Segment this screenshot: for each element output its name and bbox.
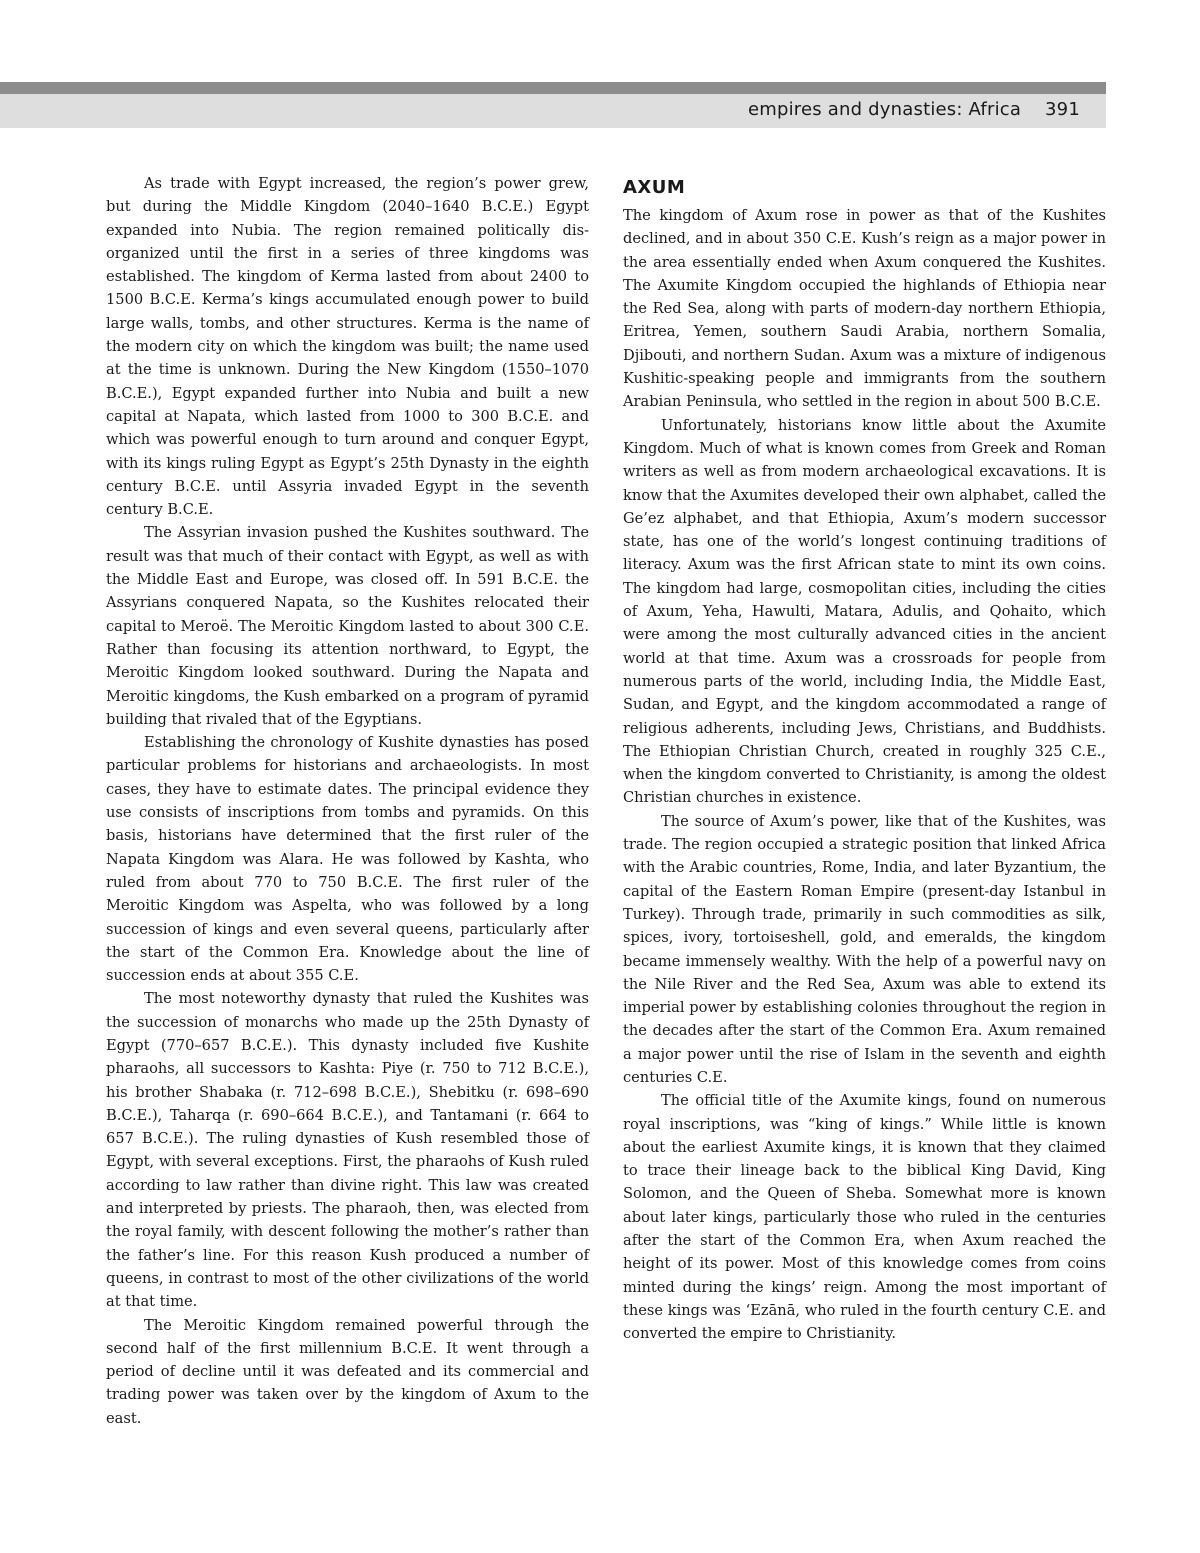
running-head <box>748 99 1080 120</box>
paragraph: Unfortunately, historians know little about the Axumite Kingdom. Much of what is known comes from Greek and Roman writers as well as from modern archaeological excavations. It is know that the Axumites developed their own alphabet, called the Ge’ez alphabet, and that Ethiopia, Axum’s modern successor state, has one of the world’s longest continuing traditions of literacy. Axum was the first African state to mint its own coins. The kingdom had large, cosmopolitan cities, including the cities of Axum, Yeha, Hawulti, Matara, Adulis, and Qohaito, which were among the most culturally advanced cities in the ancient world at that time. Axum was a crossroads for people from numerous parts of the world, including India, the Middle East, Sudan, and Egypt, and the kingdom accommodated a range of religious adherents, including Jews, Christians, and Buddhists. The Ethiopian Christian Church, created in roughly 325 C.E., when the kingdom converted to Christianity, is among the oldest Christian churches in existence. <box>623 416 1106 807</box>
right-column <box>623 176 1106 1346</box>
paragraph: The kingdom of Axum rose in power as that of the Kushites declined, and in about 350 C.E. Kush’s reign as a major power in the area essentially ended when Axum conquered the Kushites. The Axumite Kingdom occupied the highlands of Ethiopia near the Red Sea, along with parts of modern-day northern Ethiopia, Eritrea, Yemen, southern Saudi Arabia, northern Somalia, Djibouti, and northern Sudan. Axum was a mixture of indigenous Kushitic-speaking people and immigrants from the southern Arabian Peninsula, who settled in the region in about 500 B.C.E. <box>623 207 1106 411</box>
page-number: 391 <box>1045 99 1080 120</box>
paragraph: The Assyrian invasion pushed the Kushites southward. The result was that much of their contact with Egypt, as well as with the Middle East and Europe, was closed off. In 591 B.C.E. the Assyrians conquered Napata, so the Kushites relocated their capital to Meroë. The Meroitic Kingdom lasted to about 300 C.E. Rather than focusing its attention northward, to Egypt, the Meroitic Kingdom looked southward. During the Napata and Meroitic kingdoms, the Kush embarked on a program of pyramid building that rivaled that of the Egyptians. <box>106 524 589 728</box>
paragraph: The most noteworthy dynasty that ruled the Kushites was the succession of monarchs who made up the 25th Dynasty of Egypt (770–657 B.C.E.). This dynasty included five Kushite pharaohs, all successors to Kashta: Piye (r. 750 to 712 B.C.E.), his brother Shabaka (r. 712–698 B.C.E.), Shebitku (r. 698–690 B.C.E.), Taharqa (r. 690–664 B.C.E.), and Tantamani (r. 664 to 657 B.C.E.). The ruling dynasties of Kush resembled those of Egypt, with several exceptions. First, the pharaohs of Kush ruled according to law rather than divine right. This law was created and interpreted by priests. The pharaoh, then, was elected from the royal family, with descent following the mother’s rather than the father’s line. For this reason Kush produced a number of queens, in contrast to most of the other civilizations of the world at that time. <box>106 990 589 1311</box>
header-rule-bar <box>0 82 1106 94</box>
left-column <box>106 172 589 1430</box>
paragraph: As trade with Egypt increased, the region’s power grew, but during the Middle Kingdom (2040–1640 B.C.E.) Egypt expanded into Nubia. The region remained politically disorganized until the first in a series of three kingdoms was established. The kingdom of Kerma lasted from about 2400 to 1500 B.C.E. Kerma’s kings accumulated enough power to build large walls, tombs, and other structures. Kerma is the name of the modern city on which the kingdom was built; the name used at the time is unknown. During the New Kingdom (1550–1070 B.C.E.), Egypt expanded further into Nubia and built a new capital at Napata, which lasted from 1000 to 300 B.C.E. and which was powerful enough to turn around and conquer Egypt, with its kings ruling Egypt as Egypt’s 25th Dynasty in the eighth century B.C.E. until Assyria invaded Egypt in the seventh century B.C.E. <box>106 175 589 519</box>
section-heading: AXUM <box>623 177 686 198</box>
paragraph: Establishing the chronology of Kushite dynasties has posed particular problems for historians and archaeologists. In most cases, they have to estimate dates. The principal evidence they use consists of inscriptions from tombs and pyramids. On this basis, historians have determined that the first ruler of the Napata Kingdom was Alara. He was followed by Kashta, who ruled from about 770 to 750 B.C.E. The first ruler of the Meroitic Kingdom was Aspelta, who was followed by a long succession of kings and even several queens, particularly after the start of the Common Era. Knowledge about the line of succession ends at about 355 C.E. <box>106 734 589 985</box>
paragraph: The Meroitic Kingdom remained powerful through the second half of the first millennium B.C.E. It went through a period of decline until it was defeated and its commercial and trading power was taken over by the kingdom of Axum to the east. <box>106 1316 589 1427</box>
paragraph: The source of Axum’s power, like that of the Kushites, was trade. The region occupied a strategic position that linked Africa with the Arabic countries, Rome, India, and later Byzantium, the capital of the Eastern Roman Empire (present-day Istanbul in Turkey). Through trade, primarily in such commodities as silk, spices, ivory, tortoiseshell, gold, and emeralds, the kingdom became immensely wealthy. With the help of a powerful navy on the Nile River and the Red Sea, Axum was able to extend its imperial power by establishing colonies throughout the region in the decades after the start of the Common Era. Axum remained a major power until the rise of Islam in the seventh and eighth centuries C.E. <box>623 812 1106 1086</box>
running-title: empires and dynasties: Africa <box>747 99 1022 120</box>
paragraph: The official title of the Axumite kings, found on numerous royal inscriptions, was “king of kings.” While little is known about the earliest Axumite kings, it is known that they claimed to trace their lineage back to the biblical King David, King Solomon, and the Queen of Sheba. Somewhat more is known about later kings, particularly those who ruled in the centuries after the start of the Common Era, when Axum reached the height of its power. Most of this knowledge comes from coins minted during the kings’ reign. Among the most important of these kings was ‘Ezānā, who ruled in the fourth century C.E. and converted the empire to Christianity. <box>623 1092 1106 1343</box>
